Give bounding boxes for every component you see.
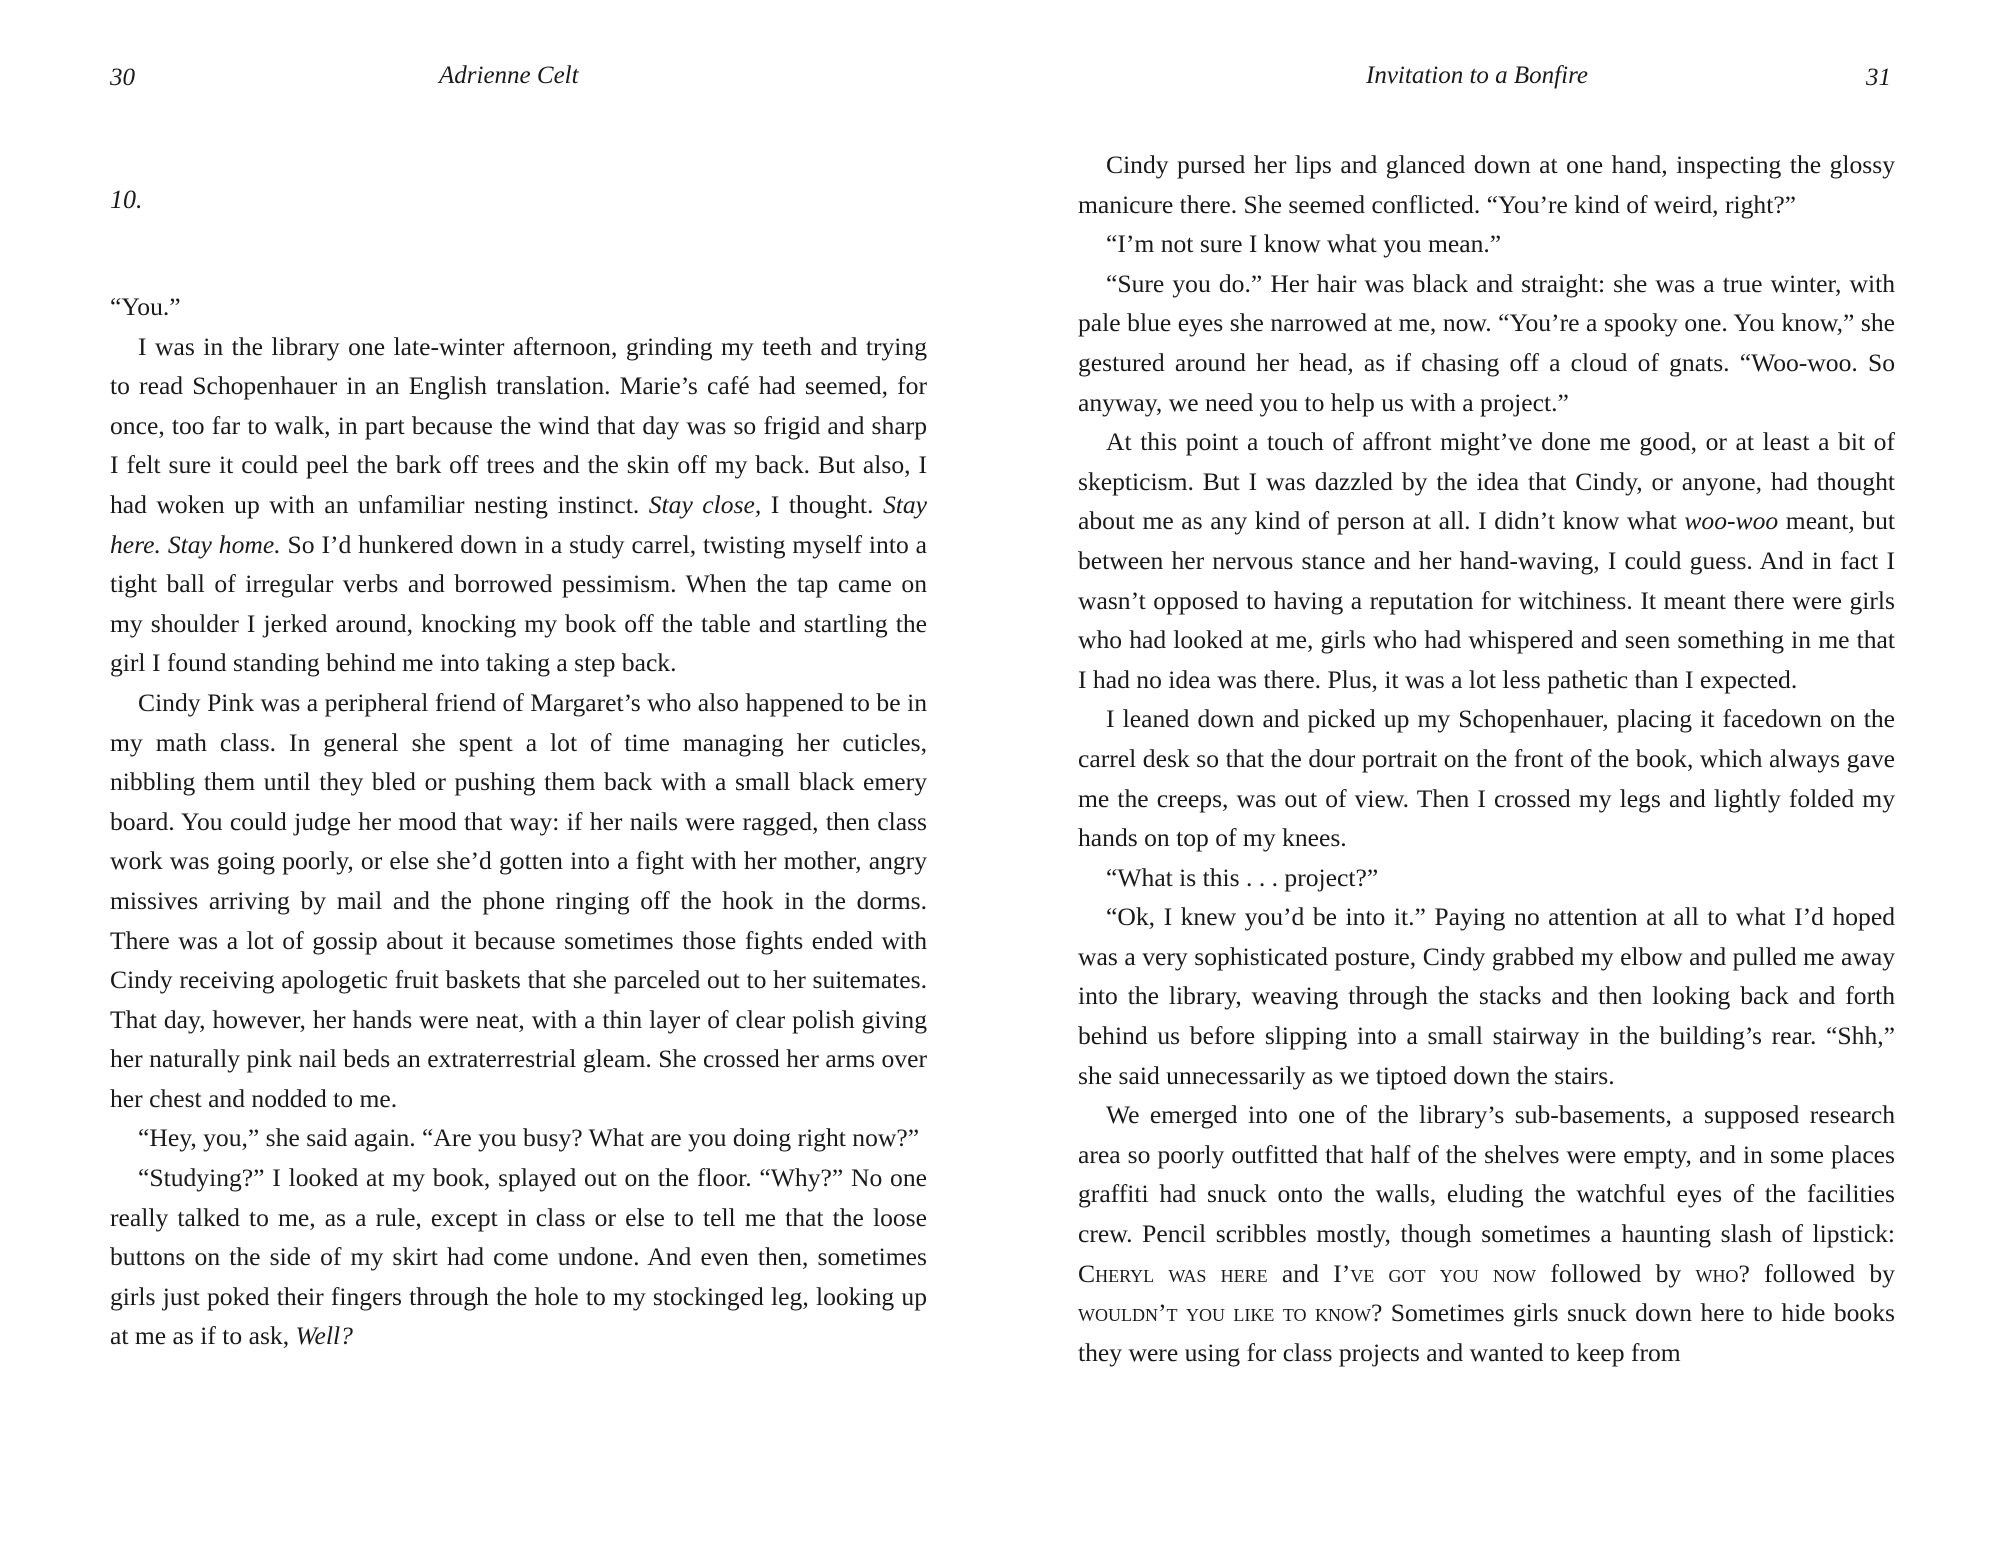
chapter-number: 10. <box>110 185 143 214</box>
right-running-head <box>1078 60 1895 100</box>
paragraph: I leaned down and picked up my Schopenhauer, placing it facedown on the carrel desk so that the dour portrait on the front of the book, which always gave me the creeps, was out of view. Then I crossed my legs and lightly folded my hands on top of my knees. <box>1078 704 1895 853</box>
paragraph: Cindy Pink was a peripheral friend of Margaret’s who also happened to be in my math class. In general she spent a lot of time managing her cuticles, nibbling them until they bled or pushing them back with a small black emery board. You could judge her mood that way: if her nails were ragged, then class work was going poorly, or else she’d gotten into a fight with her mother, angry missives arriving by mail and the phone ringing off the hook in the dorms. There was a lot of gossip about it because sometimes those fights ended with Cindy receiving apologetic fruit baskets that she parceled out to her suitemates. That day, however, her hands were neat, with a thin layer of clear polish giving her naturally pink nail beds an extraterrestrial gleam. She crossed her arms over her chest and nodded to me. <box>110 687 927 1113</box>
paragraph: Cindy pursed her lips and glanced down at one hand, inspecting the glossy manicure there. She seemed conflicted. “You’re kind of weird, right?” <box>1078 150 1895 219</box>
left-page <box>110 0 927 1553</box>
paragraph: “You.” <box>110 292 181 321</box>
paragraph: “Sure you do.” Her hair was black and straight: she was a true winter, with pale blue eyes she narrowed at me, now. “You’re a spooky one. You know,” she gestured around her head, as if chasing off a cloud of gnats. “Woo-woo. So anyway, we need you to help us with a project.” <box>1078 268 1895 417</box>
right-body-text <box>1078 145 1895 1372</box>
paragraph: “Ok, I knew you’d be into it.” Paying no attention at all to what I’d hoped was a very sophisticated posture, Cindy grabbed my elbow and pulled me away into the library, weaving through the stacks and then looking back and forth behind us before slipping into a small stairway in the building’s rear. “Shh,” she said unnecessarily as we tiptoed down the stairs. <box>1078 902 1895 1090</box>
right-page <box>1078 0 1895 1553</box>
left-running-head <box>110 60 927 100</box>
right-page-number: 31 <box>1866 64 1891 91</box>
left-page-number: 30 <box>110 64 135 91</box>
paragraph: At this point a touch of affront might’ve done me good, or at least a bit of skepticism. But I was dazzled by the idea that Cindy, or anyone, had thought about me as any kind of person at all. I didn’t know what woo-woo meant, but between her nervous stance and her hand-waving, I could guess. And in fact I wasn’t opposed to having a reputation for witchiness. It meant there were girls who had looked at me, girls who had whispered and seen something in me that I had no idea was there. Plus, it was a lot less pathetic than I expected. <box>1078 427 1896 694</box>
right-running-head-title: Invitation to a Bonfire <box>1366 62 1588 89</box>
paragraph: I was in the library one late-winter afternoon, grinding my teeth and trying to read Schopenhauer in an English translation. Marie’s café had seemed, for once, too far to walk, in part because the wind that day was so frigid and sharp I felt sure it could peel the bark off trees and the skin off my back. But also, I had woken up with an unfamiliar nesting instinct. Stay close, I thought. Stay here. Stay home. So I’d hunkered down in a study carrel, twisting myself into a tight ball of irregular verbs and borrowed pessimism. When the tap came on my shoulder I jerked around, knocking my book off the table and startling the girl I found standing behind me into taking a step back. <box>110 331 928 678</box>
paragraph: “I’m not sure I know what you mean.” <box>1106 229 1502 259</box>
paragraph: We emerged into one of the library’s sub-basements, a supposed research area so poorly outfitted that half of the shelves were empty, and in some places graffiti had snuck onto the walls, eluding the watchful eyes of the facilities crew. Pencil scribbles mostly, though sometimes a haunting slash of lipstick: Cheryl was here and I’ve got you now followed by who? followed by wouldn’t you like to know? Sometimes girls snuck down here to hide books they were using for class projects and wanted to keep from <box>1078 1100 1895 1367</box>
left-running-head-author: Adrienne Celt <box>439 62 579 89</box>
left-body-text <box>110 287 927 1356</box>
paragraph: “What is this . . . project?” <box>1106 862 1379 892</box>
paragraph: “Studying?” I looked at my book, splayed out on the floor. “Why?” No one really talked to me, as a rule, except in class or else to tell me that the loose buttons on the side of my skirt had come undone. And even then, sometimes girls just poked their fingers through the hole to my stockinged leg, looking up at me as if to ask, Well? <box>110 1163 927 1351</box>
paragraph: “Hey, you,” she said again. “Are you busy? What are you doing right now?” <box>138 1123 920 1153</box>
